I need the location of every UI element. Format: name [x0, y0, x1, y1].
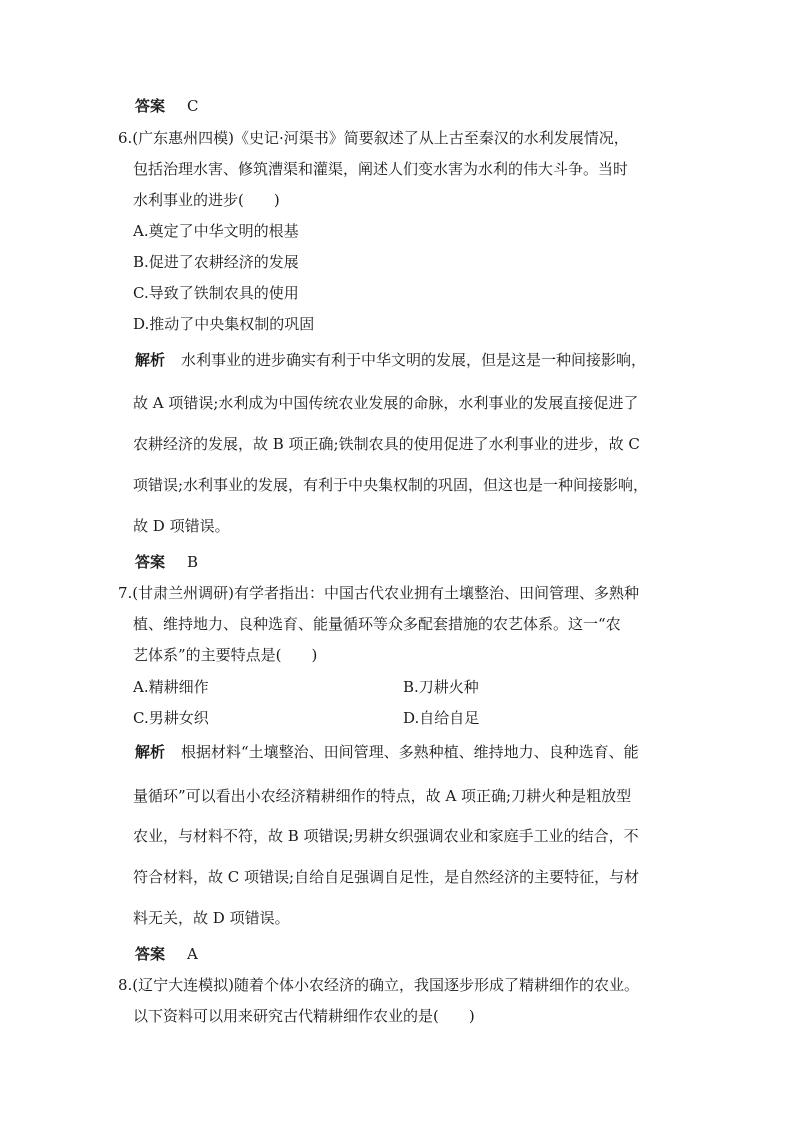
q7-option-c: C.男耕女织: [133, 709, 209, 727]
q7-option-d: D.自给自足: [403, 709, 480, 727]
q7-explanation-line: 量循环”可以看出小农经济精耕细作的特点，故 A 项正确;刀耕火种是粗放型: [133, 787, 632, 805]
answer-label: 答案: [135, 945, 166, 963]
q6-explanation-line: 故 D 项错误。: [133, 517, 230, 535]
q6-option-b: B.促进了农耕经济的发展: [133, 253, 299, 271]
q6-option-a: A.奠定了中华文明的根基: [133, 222, 299, 240]
q6-explanation-line: [135, 350, 646, 370]
q6-option-d: D.推动了中央集权制的巩固: [133, 315, 315, 333]
q7-option-a: A.精耕细作: [133, 678, 209, 696]
q6-answer-value: B: [187, 553, 199, 571]
q7-explanation-line: 农业，与材料不符，故 B 项错误;男耕女织强调农业和家庭手工业的结合，不: [133, 827, 639, 845]
q6-answer-line: [135, 552, 198, 572]
explanation-label: 解析: [135, 351, 166, 369]
q8-stem-line: 以下资料可以用来研究古代精耕细作农业的是( ): [133, 1007, 475, 1025]
q7-explanation-line: [135, 742, 639, 762]
q6-stem-line: 包括治理水害、修筑漕渠和灌渠，阐述人们变水害为水利的伟大斗争。当时: [133, 160, 629, 178]
answer-label: 答案: [135, 97, 166, 115]
q7-explanation-text: 根据材料“土壤整治、田间管理、多熟种植、维持地力、良种选育、能: [181, 743, 639, 761]
q6-option-c: C.导致了铁制农具的使用: [133, 284, 299, 302]
q7-stem-line: 7.(甘肃兰州调研)有学者指出：中国古代农业拥有土壤整治、田间管理、多熟种: [118, 584, 640, 602]
answer-label: 答案: [135, 553, 166, 571]
q7-stem-line: 植、维持地力、良种选育、能量循环等众多配套措施的农艺体系。这一“农: [133, 615, 621, 633]
q6-explanation-line: 故 A 项错误;水利成为中国传统农业发展的命脉，水利事业的发展直接促进了: [133, 394, 639, 412]
q6-explanation-text: 水利事业的进步确实有利于中华文明的发展，但是这是一种间接影响，: [181, 351, 647, 369]
q7-explanation-line: 料无关，故 D 项错误。: [133, 909, 290, 927]
q7-answer-value: A: [187, 945, 198, 963]
q6-stem-line: 6.(广东惠州四模)《史记·河渠书》简要叙述了从上古至秦汉的水利发展情况，: [118, 129, 629, 147]
q6-stem-line: 水利事业的进步( ): [133, 191, 280, 209]
q7-explanation-line: 符合材料，故 C 项错误;自给自足强调自足性，是自然经济的主要特征，与材: [133, 868, 640, 886]
q6-explanation-line: 项错误;水利事业的发展，有利于中央集权制的巩固，但这也是一种间接影响，: [133, 476, 649, 494]
explanation-label: 解析: [135, 743, 166, 761]
q6-explanation-line: 农耕经济的发展，故 B 项正确;铁制农具的使用促进了水利事业的进步，故 C: [133, 435, 640, 453]
q7-answer-line: [135, 944, 198, 964]
q8-stem-line: 8.(辽宁大连模拟)随着个体小农经济的确立，我国逐步形成了精耕细作的农业。: [118, 976, 640, 994]
answer-line: [135, 96, 199, 116]
answer-value: C: [187, 97, 199, 115]
q7-option-b: B.刀耕火种: [403, 678, 479, 696]
q7-stem-line: 艺体系”的主要特点是( ): [133, 646, 318, 664]
